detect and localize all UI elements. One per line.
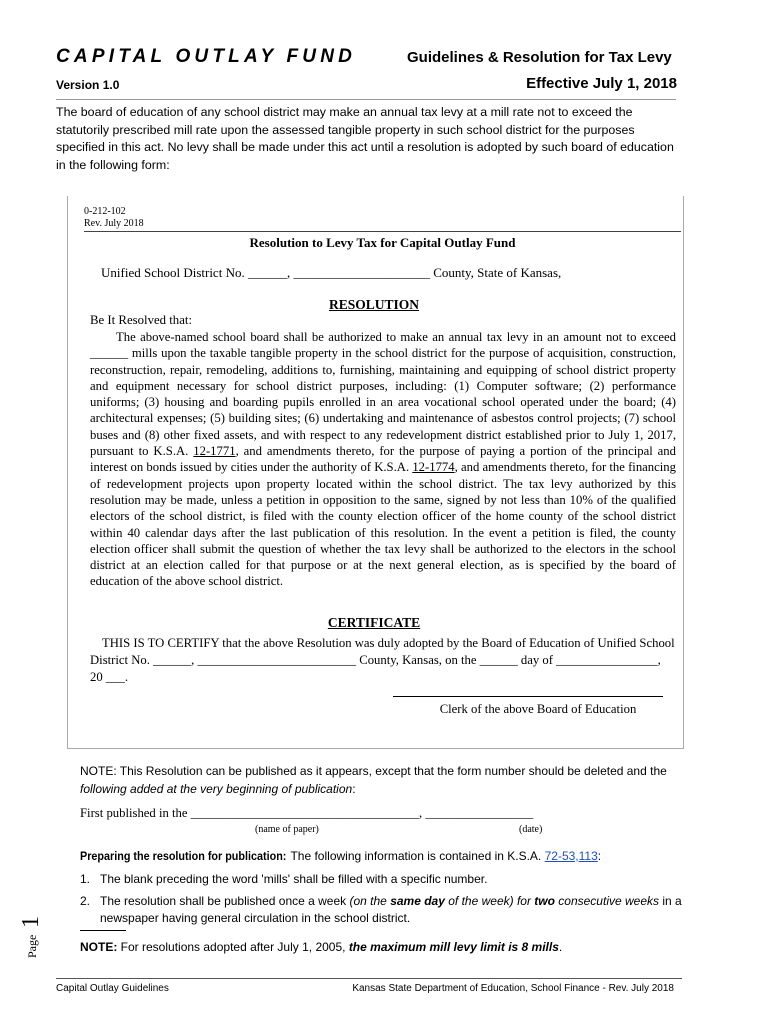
note2-label: NOTE: <box>80 940 118 954</box>
list-item-text: The blank preceding the word 'mills' shall be filled with a specific number. <box>100 872 488 886</box>
form-divider <box>84 231 681 232</box>
header-divider <box>56 99 676 100</box>
list-item-text: The resolution shall be published once a week (on the same day of the week) for two consecutive weeks in a newspaper having general circulation in the school district. <box>100 893 682 925</box>
list-number: 2. <box>80 893 91 908</box>
note-end: : <box>352 781 356 796</box>
page-label: Page <box>25 934 39 958</box>
document-subtitle: Guidelines & Resolution for Tax Levy <box>407 49 672 66</box>
ksa-12-1771-link[interactable]: 12-1771 <box>193 444 236 459</box>
intro-paragraph: The board of education of any school district may make an annual tax levy at a mill rate not to exceed the statutorily prescribed mill rate upon the assessed tangible property in such school district for the purposes specified in this act. No levy shall be made under this act until a resolution is adopted by such board of education in the following form: <box>56 105 674 172</box>
clerk-label: Clerk of the above Board of Education <box>439 702 637 716</box>
footer-left-text: Capital Outlay Guidelines <box>56 983 169 994</box>
page-number: 1 <box>18 916 44 928</box>
list-item <box>80 871 700 889</box>
resolution-body <box>90 329 676 590</box>
note2-text: For resolutions adopted after July 1, 2005, <box>117 940 349 954</box>
note-italic: following added at the very beginning of publication <box>80 781 353 796</box>
page-number-marker <box>16 908 44 958</box>
version-label: Version 1.0 <box>56 78 120 92</box>
resolved-line: Be It Resolved that: <box>90 313 193 327</box>
list-number: 1. <box>80 872 91 886</box>
mill-levy-note <box>80 940 562 954</box>
preparing-end: : <box>597 849 602 863</box>
resolution-text-3: , and amendments thereto, for the financing of redevelopment projects upon property located within the school district. The tax levy authorized by this resolution may be made, unless a petition in opposition to the same, signed by not less than 10% of the qualified electors of the school district, is filed with the county election officer of the home county of the school district within 40 calendar days after the last publication of this resolution. In the event a petition is filed, the county election officer shall submit the question of whether the tax levy shall be authorized to the electors in the school district at an election called for that purpose or at the next general election, as is specified by the board of education of the above school district. <box>90 460 676 589</box>
footer-divider <box>56 978 682 979</box>
form-number-block <box>84 206 144 230</box>
resolution-text-1: The above-named school board shall be authorized to make an annual tax levy in an amount not to exceed ______ mills upon the taxable tangible property in the school district for the purpose of acquisition, construction, reconstruction, repair, remodeling, additions to, furnishing, maintaining and equipping of school district property and equipment necessary for school district purposes, including: (1) Computer software; (2) performance uniforms; (3) housing and boarding pupils enrolled in an area vocational school operated under the board; (4) architectural expenses; (5) building sites; (6) undertaking and maintenance of asbestos control projects; (7) school buses and (8) other fixed assets, and with respect to any redevelopment district established prior to July 1, 2017, pursuant to K.S.A. <box>90 330 676 459</box>
preparing-text: The following information is contained in K.S.A. <box>287 849 545 863</box>
note2-bold: the maximum mill levy limit is 8 mills <box>348 940 559 954</box>
certificate-body: THIS IS TO CERTIFY that the above Resolution was duly adopted by the Board of Education of Unified School District No. ______, _________________________ County, Kansas, on the ______ day of ________________, 20 ___. <box>90 636 675 684</box>
form-revision: Rev. July 2018 <box>84 218 144 229</box>
preparing-label: Preparing the resolution for publication: <box>80 849 287 863</box>
effective-date: Effective July 1, 2018 <box>526 75 677 92</box>
ksa-12-1774-link[interactable]: 12-1774 <box>412 460 455 475</box>
form-number: 0-212-102 <box>84 206 126 217</box>
resolution-text-2: , and amendments thereto, for the purpose of paying a portion of the principal and interest on bonds issued by cities under the authority of K.S.A. <box>90 444 676 475</box>
list-item <box>80 893 700 928</box>
district-line: Unified School District No. ______, _____________________ County, State of Kansas, <box>101 265 562 280</box>
signature-line <box>393 696 663 697</box>
ksa-72-53-113-link[interactable]: 72-53,113 <box>544 849 598 863</box>
paper-name-label: (name of paper) <box>255 824 319 835</box>
date-label: (date) <box>519 824 543 835</box>
resolution-heading: RESOLUTION <box>328 297 420 312</box>
preparing-line <box>80 849 601 863</box>
form-title: Resolution to Levy Tax for Capital Outlay Fund <box>249 235 516 250</box>
note-text: NOTE: This Resolution can be published as it appears, except that the form number should be deleted and the <box>80 764 667 778</box>
document-title: CAPITAL OUTLAY FUND <box>56 46 357 67</box>
note2-end: . <box>558 940 563 954</box>
first-published-line: First published in the ____________________________________, _________________ <box>80 806 534 820</box>
certificate-heading: CERTIFICATE <box>327 615 421 630</box>
publication-note <box>80 763 680 798</box>
instruction-list <box>80 871 700 932</box>
note-divider <box>80 930 126 931</box>
footer-right-text: Kansas State Department of Education, School Finance - Rev. July 2018 <box>352 983 674 994</box>
